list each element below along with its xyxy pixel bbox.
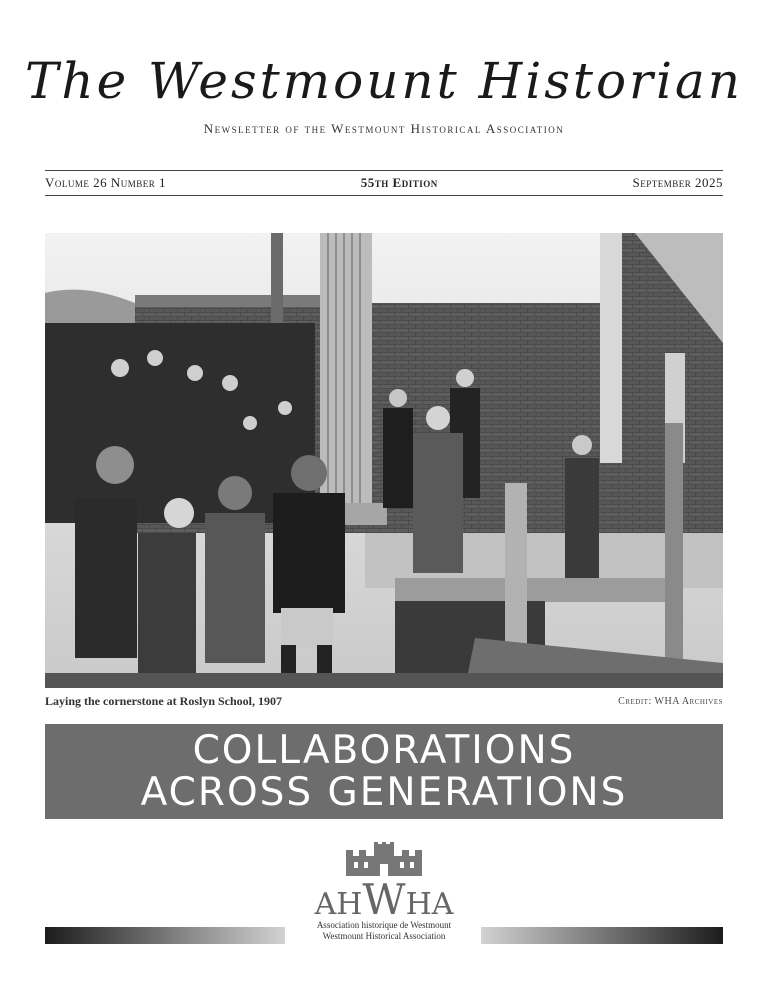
decorative-gradient-left <box>45 927 285 944</box>
bottom-rule <box>45 195 723 196</box>
logo-big-letter: W <box>362 875 406 924</box>
headline-line-2: ACROSS GENERATIONS <box>140 769 628 815</box>
cover-photo <box>45 233 723 688</box>
logo-english-name: Westmount Historical Association <box>322 931 446 941</box>
logo-wordmark <box>284 875 484 924</box>
photo-credit: Credit: WHA Archives <box>618 696 723 707</box>
logo-suffix: HA <box>405 887 454 922</box>
volume-number: Volume 26 Number 1 <box>45 175 167 190</box>
headline-line-1: COLLABORATIONS <box>192 727 576 773</box>
logo-french-name: Association historique de Westmount <box>316 920 452 930</box>
edition-label: 55th Edition <box>360 175 438 190</box>
newsletter-title: The Westmount Historian <box>25 52 743 110</box>
issue-date: September 2025 <box>632 175 723 190</box>
photo-caption: Laying the cornerstone at Roslyn School, 1907 <box>45 694 282 708</box>
issue-info-bar <box>45 174 723 192</box>
logo-prefix: AH <box>314 887 363 922</box>
newsletter-subtitle: Newsletter of the Westmount Historical Association <box>203 121 565 136</box>
decorative-gradient-right <box>481 927 723 944</box>
feature-headline-banner <box>45 724 723 819</box>
association-logo <box>284 842 484 942</box>
castle-icon <box>284 842 484 878</box>
top-rule <box>45 170 723 171</box>
